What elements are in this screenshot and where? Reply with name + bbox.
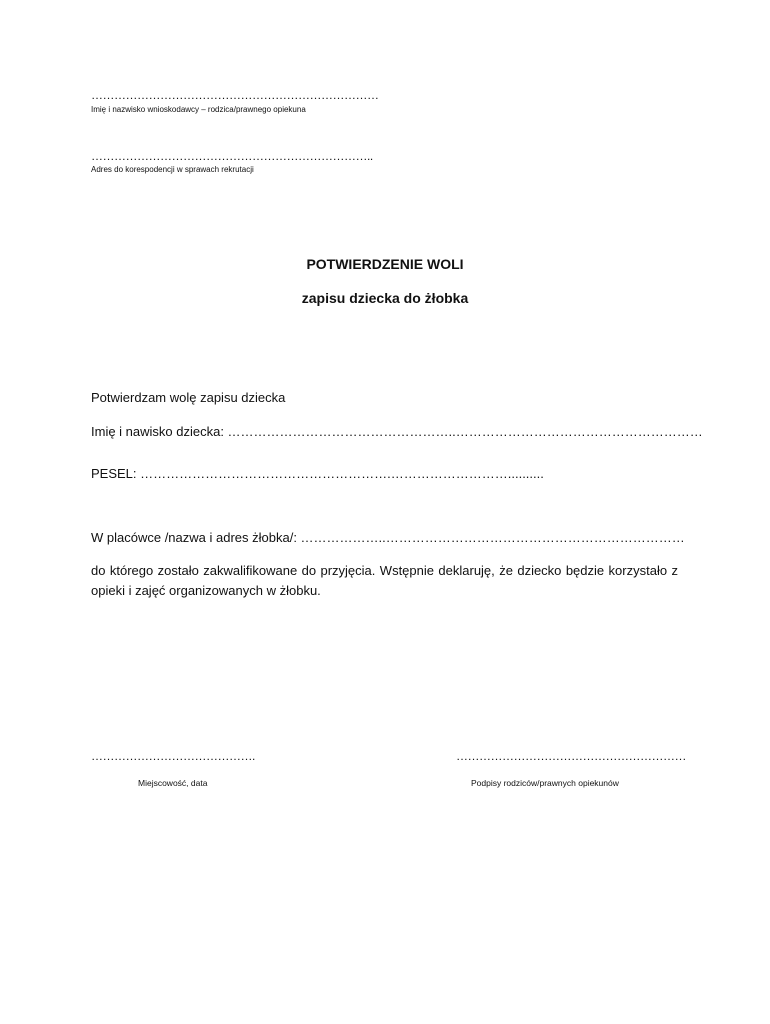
child-name-field: Imię i nawisko dziecka: ……………………………………………..………………………………………………… bbox=[91, 424, 703, 439]
document-title: POTWIERDZENIE WOLI bbox=[306, 256, 464, 272]
document-subtitle: zapisu dziecka do żłobka bbox=[301, 290, 469, 306]
parents-signature-dotted-line: …………………………………………………… bbox=[456, 749, 686, 763]
applicant-name-dotted-line: ………………………………………………………………… bbox=[91, 88, 379, 102]
pesel-field: PESEL: ………………………………………………….……………………….......... bbox=[91, 466, 544, 481]
parents-signature-label: Podpisy rodziców/prawnych opiekunów bbox=[471, 778, 619, 788]
applicant-name-label: Imię i nazwisko wnioskodawcy – rodzica/prawnego opiekuna bbox=[91, 105, 306, 114]
address-label: Adres do korespodencji w sprawach rekrutacji bbox=[91, 165, 254, 174]
facility-field: W placówce /nazwa i adres żłobka/: ………………..…………………………………………………………… bbox=[91, 530, 685, 545]
declaration-paragraph: do którego zostało zakwalifikowane do przyjęcia. Wstępnie deklaruję, że dziecko będzie korzystało z opieki i zajęć organizowanych w żłobku. bbox=[91, 563, 678, 598]
intro-text: Potwierdzam wolę zapisu dziecka bbox=[91, 390, 286, 405]
address-dotted-line: ……………………………………………………………….. bbox=[91, 149, 373, 163]
place-date-dotted-line: ……………………………………. bbox=[91, 749, 255, 763]
place-date-label: Miejscowość, data bbox=[138, 778, 208, 788]
